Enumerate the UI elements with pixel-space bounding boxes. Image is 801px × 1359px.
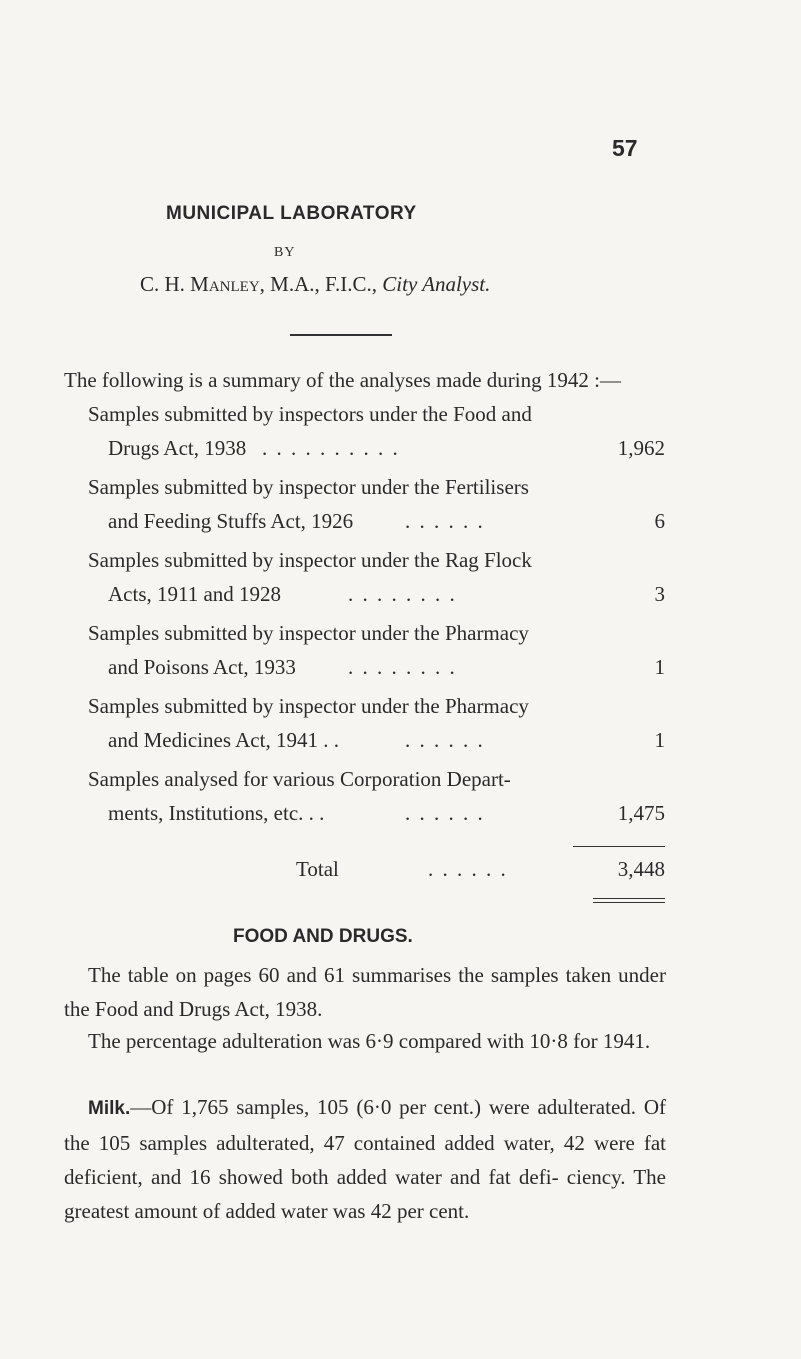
by-line: BY xyxy=(274,245,296,260)
summary-row-line2: ments, Institutions, etc. . . xyxy=(108,801,325,825)
summary-row-value: 1 xyxy=(654,728,665,752)
summary-row-value: 1,475 xyxy=(617,801,665,825)
page-number: 57 xyxy=(612,135,638,161)
summary-row-line1: Samples submitted by inspectors under the Food and xyxy=(88,402,532,426)
summary-row-line2: and Feeding Stuffs Act, 1926 xyxy=(108,509,354,533)
summary-row-line1: Samples submitted by inspector under the Fertilisers xyxy=(88,475,529,499)
summary-row-line2: Drugs Act, 1938 xyxy=(108,436,247,460)
summary-row-value: 3 xyxy=(654,582,665,606)
summary-row-leader: . . . . . . . . xyxy=(348,582,457,606)
summary-row-line2: and Medicines Act, 1941 . . xyxy=(108,728,339,752)
total-leader: . . . . . . xyxy=(428,857,508,881)
summary-row-value: 1,962 xyxy=(617,436,665,460)
milk-lead: Milk. xyxy=(88,1098,131,1119)
summary-row-line1: Samples submitted by inspector under the Pharmacy xyxy=(88,621,529,645)
summary-row-line2: Acts, 1911 and 1928 xyxy=(108,582,282,606)
summary-row-value: 1 xyxy=(654,655,665,679)
summary-row-line1: Samples submitted by inspector under the Rag Flock xyxy=(88,548,532,572)
summary-row-leader: . . . . . . xyxy=(405,728,485,752)
total-value: 3,448 xyxy=(617,857,665,881)
paragraph-text: The table on pages 60 and 61 summarises the samples taken under the Food and Drugs Act, 1938. xyxy=(64,963,666,1021)
total-double-rule-bottom xyxy=(593,902,665,903)
summary-row-leader: . . . . . . . . xyxy=(348,655,457,679)
paragraph xyxy=(64,1090,666,1228)
title-divider xyxy=(290,334,392,336)
summary-row-value: 6 xyxy=(654,509,665,533)
author-line xyxy=(140,272,490,297)
summary-row-line1: Samples submitted by inspector under the Pharmacy xyxy=(88,694,529,718)
author-name: C. H. Manley, xyxy=(140,272,265,296)
author-qualifications: M.A., F.I.C., xyxy=(264,272,383,296)
paragraph-text: The percentage adulteration was 6·9 compared with 10·8 for 1941. xyxy=(88,1029,651,1053)
total-double-rule-top xyxy=(593,898,665,899)
paragraph-text: —Of 1,765 samples, 105 (6·0 per cent.) were adulterated. Of the 105 samples adulterated, 47 contained added water, 42 were fat deficient, and 16 showed both added water and fat defi- ciency. The greatest amount of added water was 42 per cent. xyxy=(64,1095,666,1223)
paragraph xyxy=(64,1024,666,1058)
author-role: City Analyst. xyxy=(382,272,491,296)
total-rule xyxy=(573,846,665,847)
section-heading: FOOD AND DRUGS. xyxy=(233,926,413,947)
page-title: MUNICIPAL LABORATORY xyxy=(166,203,417,224)
summary-row-line1: Samples analysed for various Corporation Depart- xyxy=(88,767,511,791)
summary-row-line2: and Poisons Act, 1933 xyxy=(108,655,296,679)
paragraph xyxy=(64,958,666,1026)
summary-row-leader: . . . . . . . . . . xyxy=(262,436,400,460)
summary-intro: The following is a summary of the analyses made during 1942 :— xyxy=(64,368,621,392)
summary-row-leader: . . . . . . xyxy=(405,801,485,825)
summary-row-leader: . . . . . . xyxy=(405,509,485,533)
total-label: Total xyxy=(296,857,339,881)
